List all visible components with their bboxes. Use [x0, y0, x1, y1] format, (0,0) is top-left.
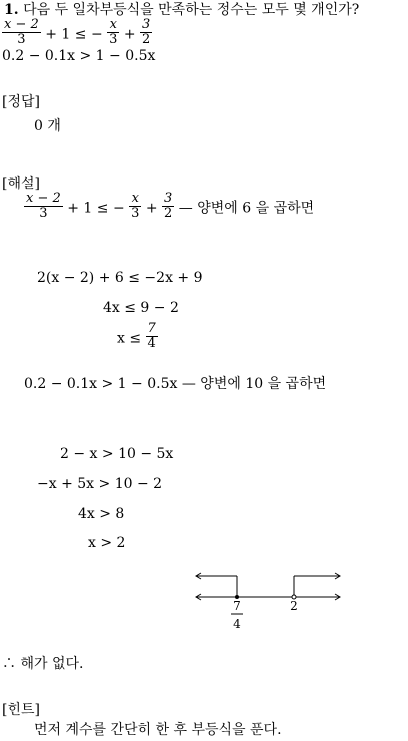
step-2c: 4x > 8 — [78, 506, 125, 522]
inequality-2: 0.2 − 0.1x > 1 − 0.5x — [2, 48, 156, 64]
problem-question: 다음 두 일차부등식을 만족하는 정수는 모두 몇 개인가? — [23, 2, 360, 18]
solution-note-2: — 양변에 10 을 곱하면 — [181, 376, 327, 392]
conclusion: ∴ 해가 없다. — [2, 656, 84, 672]
answer-value: 0 개 — [34, 118, 61, 134]
label-7-over-4-denominator: 4 — [233, 617, 241, 631]
step-2b: −x + 5x > 10 − 2 — [37, 476, 163, 492]
fraction: $\frac{x - 2}{3}$ — [4, 17, 39, 47]
solution-note-1: — 양변에 6 을 곱하면 — [178, 200, 315, 217]
number-line-graph — [190, 568, 350, 636]
step-1a: 2(x − 2) + 6 ≤ −2x + 9 — [37, 270, 203, 286]
label-2: 2 — [290, 599, 298, 613]
fraction: $\frac{3}{2}$ — [142, 17, 151, 47]
solution-line-1: $\frac{x - 2}{3}$ + 1 ≤ − $\frac{x}{3}$ + $\frac{3}{2}$ — 양변에 6 을 곱하면 — [26, 191, 315, 221]
fraction: $\frac{x - 2}{3}$ — [26, 191, 61, 221]
hint-header: [힌트] — [2, 702, 40, 718]
label-7-over-4-numerator: 7 — [233, 599, 241, 613]
solution-header: [해설] — [2, 176, 40, 192]
step-1c: x ≤ $\frac{7}{4}$ — [117, 321, 156, 351]
step-1b: 4x ≤ 9 − 2 — [103, 300, 179, 316]
fraction: $\frac{3}{2}$ — [164, 191, 173, 221]
inequality-1: $\frac{x - 2}{3}$ + 1 ≤ − $\frac{x}{3}$ + $\frac{3}{2}$ — [4, 17, 151, 47]
solution-line-2 — [24, 376, 326, 392]
hint-text: 먼저 계수를 간단히 한 후 부등식을 푼다. — [34, 722, 282, 738]
fraction: $\frac{7}{4}$ — [147, 321, 156, 351]
step-2a: 2 − x > 10 − 5x — [60, 446, 174, 462]
fraction: $\frac{x}{3}$ — [109, 17, 118, 47]
solution-line-2-expr: 0.2 − 0.1x > 1 − 0.5x — [24, 376, 178, 392]
problem-line — [4, 2, 359, 18]
problem-number: 1. — [4, 2, 19, 18]
answer-header: [정답] — [2, 94, 40, 110]
fraction: $\frac{x}{3}$ — [131, 191, 140, 221]
step-2d: x > 2 — [88, 535, 126, 551]
